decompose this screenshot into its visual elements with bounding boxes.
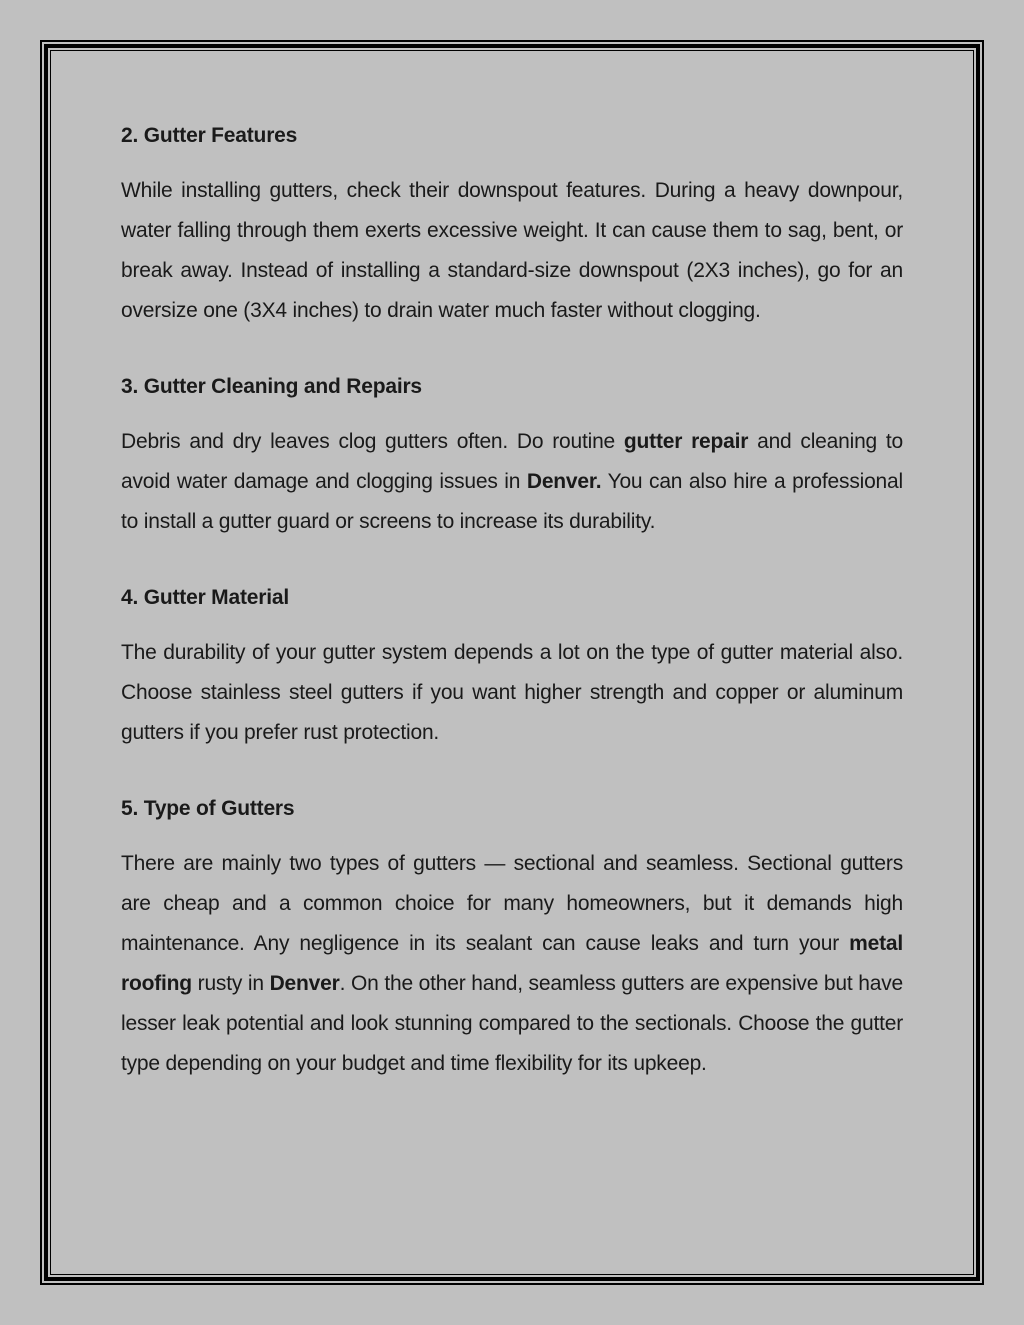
keyword-denver: Denver. <box>526 470 602 493</box>
section-gutter-features <box>121 118 903 331</box>
section-paragraph <box>121 171 903 331</box>
paragraph-text: You can also hire a professional to install a gutter guard or screens to increase its durability. <box>121 470 903 533</box>
keyword-metal-roofing: metal roofing <box>121 932 903 995</box>
paragraph-text: There are mainly two types of gutters — sectional and seamless. Sectional gutters are cheap and a common choice for many homeowners, but it demands high maintenance. Any negligence in its sealant can cause leaks and turn your <box>121 852 903 955</box>
paragraph-text: Debris and dry leaves clog gutters often. Do routine <box>121 430 624 453</box>
section-heading: 2. Gutter Features <box>121 124 298 147</box>
paragraph-text: The durability of your gutter system depends a lot on the type of gutter material also. Choose stainless steel gutters if you want higher strength and copper or aluminum gutters if you prefer rust protection. <box>121 641 903 744</box>
section-heading: 3. Gutter Cleaning and Repairs <box>121 375 422 398</box>
section-paragraph <box>121 422 903 542</box>
paragraph-text: . On the other hand, seamless gutters are expensive but have lesser leak potential and look stunning compared to the sectionals. Choose the gutter type depending on your budget and time flexibility for its upkeep. <box>121 972 903 1075</box>
section-gutter-cleaning-repairs <box>121 369 903 542</box>
section-type-of-gutters <box>121 791 903 1084</box>
paragraph-text: While installing gutters, check their downspout features. During a heavy downpour, water falling through them exerts excessive weight. It can cause them to sag, bent, or break away. Instead of installing a standard-size downspout (2X3 inches), go for an oversize one (3X4 inches) to drain water much faster without clogging. <box>121 179 903 322</box>
section-heading: 5. Type of Gutters <box>121 797 295 820</box>
section-gutter-material <box>121 580 903 753</box>
keyword-gutter-repair: gutter repair <box>623 430 749 453</box>
section-paragraph <box>121 844 903 1084</box>
section-heading: 4. Gutter Material <box>121 586 289 609</box>
paragraph-text: rusty in <box>191 972 270 995</box>
keyword-denver: Denver <box>269 972 340 995</box>
document-body <box>121 118 903 1122</box>
paragraph-text: and cleaning to avoid water damage and clogging issues in <box>121 430 904 493</box>
section-paragraph <box>121 633 903 753</box>
